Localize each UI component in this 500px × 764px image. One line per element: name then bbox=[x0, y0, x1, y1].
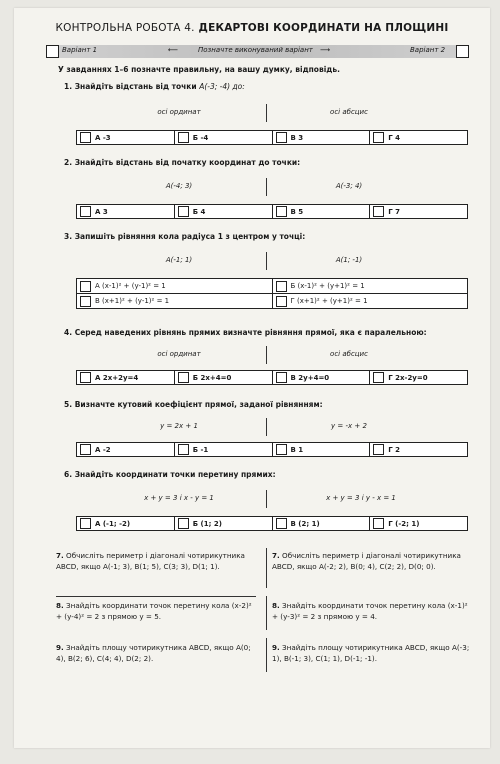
answer-checkbox[interactable] bbox=[276, 281, 287, 292]
answer-c[interactable] bbox=[273, 131, 371, 144]
answer-c[interactable] bbox=[273, 517, 371, 530]
answer-label: А -3 bbox=[95, 133, 111, 142]
question-8-left-text: Знайдіть координати точок перетину кола (x-2)² + (y-4)² = 2 з прямою y = 5. bbox=[56, 601, 252, 621]
answer-d[interactable] bbox=[370, 371, 467, 384]
question-4-divider bbox=[266, 346, 267, 364]
answer-label: Б -1 bbox=[192, 445, 209, 454]
answer-checkbox[interactable] bbox=[276, 132, 287, 143]
answer-checkbox[interactable] bbox=[373, 518, 384, 529]
variant-right-arrow: ⟶ bbox=[320, 46, 331, 54]
answer-checkbox[interactable] bbox=[373, 206, 384, 217]
question-4-answers bbox=[76, 370, 468, 385]
answer-c[interactable] bbox=[273, 371, 371, 384]
worksheet-page bbox=[14, 8, 490, 748]
title-main: ДЕКАРТОВІ КООРДИНАТИ НА ПЛОЩИНІ bbox=[198, 22, 449, 34]
title-prefix: КОНТРОЛЬНА РОБОТА 4. bbox=[55, 22, 195, 34]
question-8-right-text: Знайдіть координати точок перетину кола (x-1)² + (y-3)² = 2 з прямою y = 4. bbox=[272, 601, 468, 621]
answer-d[interactable] bbox=[370, 205, 467, 218]
question-6-number: 6. bbox=[64, 470, 73, 479]
answer-checkbox[interactable] bbox=[80, 372, 91, 383]
answer-a[interactable] bbox=[77, 279, 273, 293]
answer-checkbox[interactable] bbox=[276, 518, 287, 529]
question-8-left bbox=[56, 600, 256, 622]
question-2-left-label: A(-4; 3) bbox=[165, 182, 193, 190]
question-1-expr: A(-3; -4) до: bbox=[199, 82, 245, 91]
answer-checkbox[interactable] bbox=[80, 444, 91, 455]
answer-a[interactable] bbox=[77, 131, 175, 144]
question-2-title bbox=[64, 158, 300, 167]
answer-checkbox[interactable] bbox=[373, 372, 384, 383]
question-4-number: 4. bbox=[64, 328, 73, 337]
answer-d[interactable] bbox=[370, 517, 467, 530]
question-2-right-label: A(-3; 4) bbox=[335, 182, 363, 190]
answer-a[interactable] bbox=[77, 517, 175, 530]
question-4-right-label: осі абсцис bbox=[330, 350, 368, 358]
question-3-text: Запишіть рівняння кола радіуса 1 з центром у точці: bbox=[74, 232, 306, 241]
answer-label: Г 7 bbox=[388, 207, 401, 216]
question-9-left-text: Знайдіть площу чотирикутника ABCD, якщо A(0; 4), B(2; 6), C(4; 4), D(2; 2). bbox=[56, 643, 251, 663]
question-2-answers bbox=[76, 204, 468, 219]
answer-b[interactable] bbox=[175, 131, 273, 144]
answer-d[interactable] bbox=[370, 443, 467, 456]
question-1-divider bbox=[266, 104, 267, 122]
answer-checkbox[interactable] bbox=[276, 206, 287, 217]
question-1-answers bbox=[76, 130, 468, 145]
answer-b[interactable] bbox=[175, 371, 273, 384]
answer-label: А (-1; -2) bbox=[95, 519, 131, 528]
question-1-text: Знайдіть відстань від точки bbox=[74, 82, 197, 91]
variant-selector bbox=[58, 45, 468, 58]
answer-label: А -2 bbox=[95, 445, 111, 454]
answer-row bbox=[77, 279, 467, 294]
answer-c[interactable] bbox=[273, 205, 371, 218]
question-3-left-label: A(-1; 1) bbox=[165, 256, 193, 264]
question-2-divider bbox=[266, 178, 267, 196]
question-5-text: Визначте кутовий коефіцієнт прямої, заданої рівнянням: bbox=[74, 400, 323, 409]
answer-label: В 5 bbox=[290, 207, 304, 216]
answer-b[interactable] bbox=[273, 279, 468, 293]
answer-label: Г 2x-2y=0 bbox=[388, 373, 428, 382]
answer-label: Б -4 bbox=[192, 133, 209, 142]
answer-checkbox[interactable] bbox=[276, 444, 287, 455]
question-8-number: 8. bbox=[56, 601, 64, 610]
answer-label: В (2; 1) bbox=[290, 519, 320, 528]
question-6-text: Знайдіть координати точки перетину прямих: bbox=[74, 470, 276, 479]
answer-label: А 3 bbox=[95, 207, 108, 216]
variant1-checkbox[interactable] bbox=[46, 45, 59, 58]
question-4-text: Серед наведених рівнянь прямих визначте рівняння прямої, яка є паралельною: bbox=[74, 328, 427, 337]
answer-b[interactable] bbox=[175, 443, 273, 456]
answer-checkbox[interactable] bbox=[80, 206, 91, 217]
question-1-left-label: осі ординат bbox=[157, 108, 201, 116]
answer-checkbox[interactable] bbox=[276, 296, 287, 307]
answer-checkbox[interactable] bbox=[80, 132, 91, 143]
answer-label: В 2y+4=0 bbox=[290, 373, 330, 382]
question-7-number: 7. bbox=[56, 551, 64, 560]
variant-hint: Позначте виконуваний варіант bbox=[198, 46, 313, 54]
answer-checkbox[interactable] bbox=[276, 372, 287, 383]
answer-label: А (x-1)² + (y-1)² = 1 bbox=[95, 282, 166, 290]
answer-checkbox[interactable] bbox=[80, 281, 91, 292]
answer-d[interactable] bbox=[370, 131, 467, 144]
answer-checkbox[interactable] bbox=[178, 372, 189, 383]
question-5-title bbox=[64, 400, 323, 409]
answer-label: Б (1; 2) bbox=[192, 519, 222, 528]
answer-label: А 2x+2y=4 bbox=[95, 373, 139, 382]
answer-label: Б 4 bbox=[192, 207, 206, 216]
question-7-right-text: Обчисліть периметр і діагоналі чотирикутника ABCD, якщо A(-2; 2), B(0; 4), C(2; 2), D(0; 0). bbox=[272, 551, 461, 571]
instruction: У завданнях 1–6 позначте правильну, на вашу думку, відповідь. bbox=[58, 65, 340, 74]
question-7-number-right: 7. bbox=[272, 551, 280, 560]
answer-label: В (x+1)² + (y-1)² = 1 bbox=[95, 297, 170, 305]
question-9-number-right: 9. bbox=[272, 643, 280, 652]
question-5-divider bbox=[266, 418, 267, 436]
answer-label: В 1 bbox=[290, 445, 304, 454]
question-8-number-right: 8. bbox=[272, 601, 280, 610]
variant2-checkbox[interactable] bbox=[456, 45, 469, 58]
question-6-right-label: x + y = 3 і y - x = 1 bbox=[326, 494, 396, 502]
question-5-left-label: y = 2x + 1 bbox=[160, 422, 198, 430]
answer-label: Г (-2; 1) bbox=[388, 519, 420, 528]
answer-label: В 3 bbox=[290, 133, 304, 142]
question-3-divider bbox=[266, 252, 267, 270]
answer-checkbox[interactable] bbox=[178, 132, 189, 143]
answer-checkbox[interactable] bbox=[178, 206, 189, 217]
answer-c[interactable] bbox=[273, 443, 371, 456]
question-3-right-label: A(1; -1) bbox=[335, 256, 363, 264]
question-4-title bbox=[64, 328, 427, 337]
page-title bbox=[14, 22, 490, 34]
question-2-number: 2. bbox=[64, 158, 73, 167]
answer-checkbox[interactable] bbox=[373, 444, 384, 455]
question-7-left-text: Обчисліть периметр і діагоналі чотирикутника ABCD, якщо A(-1; 3), B(1; 5), C(3; 3), D(1; 1). bbox=[56, 551, 245, 571]
question-1-number: 1. bbox=[64, 82, 73, 91]
question-3-number: 3. bbox=[64, 232, 73, 241]
question-6-divider bbox=[266, 490, 267, 508]
answer-b[interactable] bbox=[175, 205, 273, 218]
question-3-title bbox=[64, 232, 305, 241]
question-8-right bbox=[272, 600, 472, 622]
question-9-left bbox=[56, 642, 256, 664]
answer-checkbox[interactable] bbox=[373, 132, 384, 143]
question-9-right bbox=[272, 642, 472, 664]
question-7-divider bbox=[266, 548, 267, 588]
question-1-title bbox=[64, 82, 245, 91]
question-3-answers bbox=[76, 278, 468, 309]
answer-checkbox[interactable] bbox=[178, 444, 189, 455]
question-8-top-rule bbox=[56, 596, 256, 597]
answer-label: Б (x-1)² + (y+1)² = 1 bbox=[290, 282, 365, 290]
question-5-right-label: y = -x + 2 bbox=[331, 422, 367, 430]
question-5-number: 5. bbox=[64, 400, 73, 409]
variant-left-arrow: ⟵ bbox=[168, 46, 179, 54]
answer-checkbox[interactable] bbox=[80, 296, 91, 307]
variant1-label: Варіант 1 bbox=[62, 46, 98, 54]
answer-a[interactable] bbox=[77, 205, 175, 218]
question-2-text: Знайдіть відстань від початку координат до точки: bbox=[74, 158, 301, 167]
answer-label: Б 2x+4=0 bbox=[192, 373, 232, 382]
question-9-number: 9. bbox=[56, 643, 64, 652]
question-5-answers bbox=[76, 442, 468, 457]
question-7-left bbox=[56, 550, 256, 572]
question-6-answers bbox=[76, 516, 468, 531]
question-6-left-label: x + y = 3 і x - y = 1 bbox=[144, 494, 214, 502]
question-9-right-text: Знайдіть площу чотирикутника ABCD, якщо A(-3; 1), B(-1; 3), C(1; 1), D(-1; -1). bbox=[272, 643, 470, 663]
answer-checkbox[interactable] bbox=[80, 518, 91, 529]
answer-d[interactable] bbox=[273, 294, 468, 308]
variant2-label: Варіант 2 bbox=[410, 46, 446, 54]
answer-checkbox[interactable] bbox=[178, 518, 189, 529]
answer-c[interactable] bbox=[77, 294, 273, 308]
answer-label: Г (x+1)² + (y+1)² = 1 bbox=[290, 297, 368, 305]
question-4-left-label: осі ординат bbox=[157, 350, 201, 358]
question-8-divider bbox=[266, 596, 267, 630]
answer-row bbox=[77, 294, 467, 308]
question-9-divider bbox=[266, 638, 267, 672]
question-6-title bbox=[64, 470, 276, 479]
answer-label: Г 2 bbox=[388, 445, 401, 454]
answer-a[interactable] bbox=[77, 443, 175, 456]
answer-a[interactable] bbox=[77, 371, 175, 384]
question-1-right-label: осі абсцис bbox=[330, 108, 368, 116]
answer-b[interactable] bbox=[175, 517, 273, 530]
question-7-right bbox=[272, 550, 472, 572]
answer-label: Г 4 bbox=[388, 133, 401, 142]
